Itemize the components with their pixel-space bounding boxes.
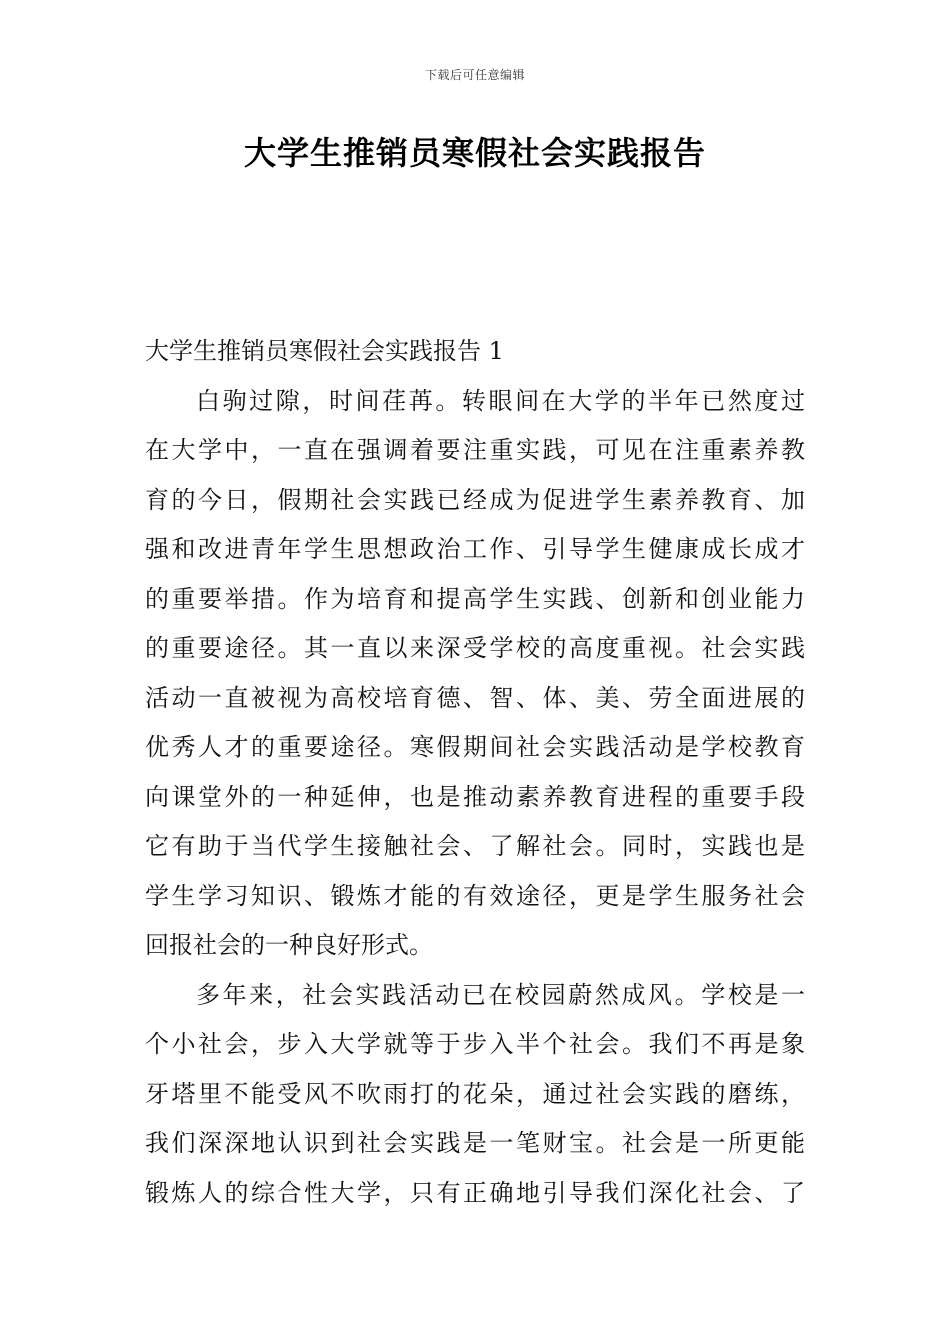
paragraph-line: 的重要举措。作为培育和提高学生实践、创新和创业能力 [145,584,805,613]
header-note: 下载后可任意编辑 [424,68,525,82]
paragraph-line: 回报社会的一种良好形式。 [145,931,433,959]
paragraph-line: 的重要途径。其一直以来深受学校的高度重视。社会实践 [145,634,805,662]
paragraph-line: 活动一直被视为高校培育德、智、体、美、劳全面进展的 [145,683,805,712]
paragraph-line: 在大学中，一直在强调着要注重实践，可见在注重素养教 [145,436,805,464]
document-body [145,327,805,1218]
paragraph-line: 它有助于当代学生接触社会、了解社会。同时，实践也是 [145,832,805,860]
paragraph-line: 白驹过隙，时间荏苒。转眼间在大学的半年已然度过 [196,386,805,415]
paragraph-line: 牙塔里不能受风不吹雨打的花朵，通过社会实践的磨练， [145,1079,805,1108]
paragraph-2 [145,971,805,1219]
paragraph-line: 锻炼人的综合性大学，只有正确地引导我们深化社会、了 [145,1178,805,1207]
paragraph-line: 强和改进青年学生思想政治工作、引导学生健康成长成才 [145,535,805,563]
paragraph-line: 育的今日，假期社会实践已经成为促进学生素养教育、加 [145,485,805,514]
paragraph-line: 优秀人才的重要途径。寒假期间社会实践活动是学校教育 [145,733,805,761]
paragraph-line: 多年来，社会实践活动已在校园蔚然成风。学校是一 [196,980,805,1009]
paragraph-1 [145,377,805,971]
document-title: 大学生推销员寒假社会实践报告 [243,134,706,172]
section-heading: 大学生推销员寒假社会实践报告 1 [145,337,504,365]
paragraph-line: 我们深深地认识到社会实践是一笔财宝。社会是一所更能 [145,1129,805,1157]
paragraph-line: 个小社会，步入大学就等于步入半个社会。我们不再是象 [145,1030,805,1058]
paragraph-line: 学生学习知识、锻炼才能的有效途径，更是学生服务社会 [145,881,805,910]
paragraph-line: 向课堂外的一种延伸，也是推动素养教育进程的重要手段 [145,782,805,811]
